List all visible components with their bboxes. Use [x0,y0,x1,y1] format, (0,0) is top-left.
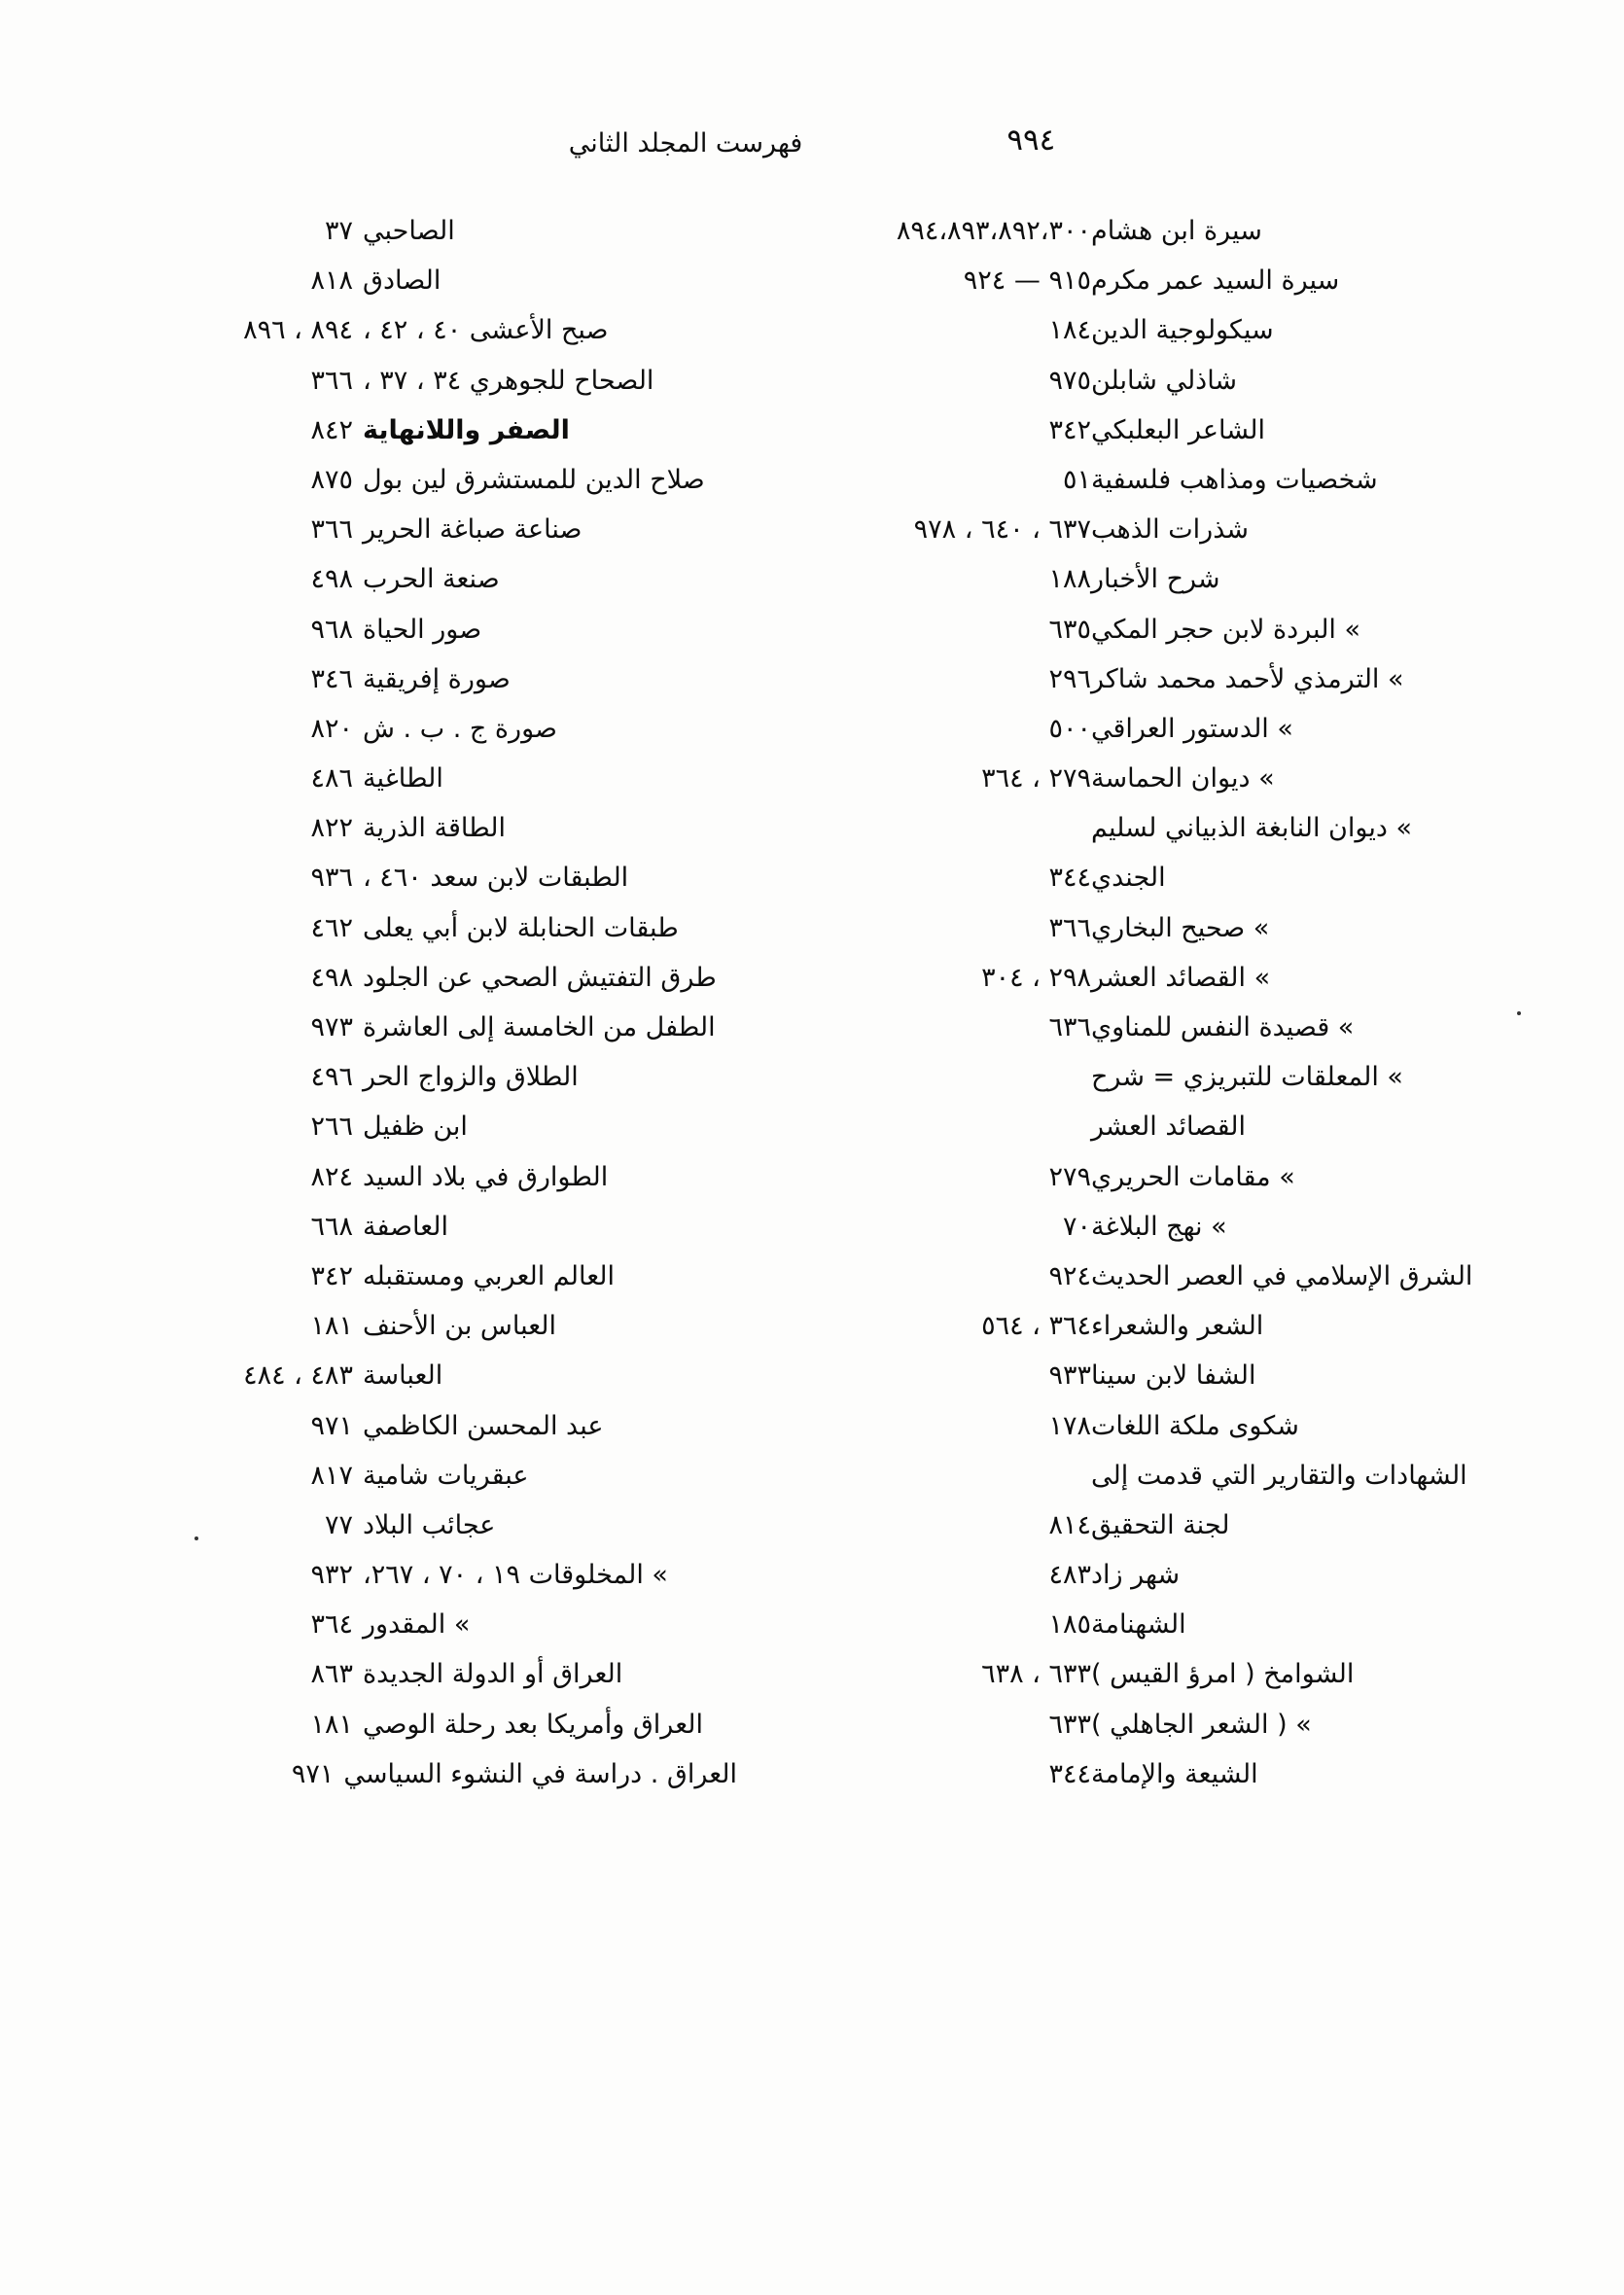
entry-pages: ١٨١ [310,1709,353,1740]
index-entry [887,1411,1480,1461]
entry-pages: ٥٠٠ [1048,713,1091,744]
page-title: فهرست المجلد الثاني [568,128,803,159]
entry-title: الصادق [363,265,441,297]
index-entry [887,863,1480,912]
index-entry [887,465,1480,514]
index-entry [144,615,737,664]
entry-title: الشرق الإسلامي في العصر الحديث [1091,1260,1473,1291]
index-entry [887,1162,1480,1212]
entry-title: العباس بن الأحنف [363,1311,557,1342]
entry-title: » المعلقات للتبريزي = شرح [1091,1062,1403,1093]
index-entry [887,315,1480,365]
page-header [0,124,1624,183]
entry-title: الصفر واللانهاية [363,414,570,445]
index-entry [887,1062,1480,1112]
entry-title: طبقات الحنابلة لابن أبي يعلى [363,912,679,943]
index-entry [887,216,1480,265]
index-entry [144,1560,737,1609]
entry-pages: ٨٤٢ [310,414,353,445]
entry-title: صورة إفريقية [363,663,511,694]
page-speck-icon [194,1536,198,1540]
entry-pages: ٥١ [1062,464,1091,495]
entry-pages: ٣٤٤ [1048,1758,1091,1789]
entry-pages: ١٧٨ [1048,1410,1091,1441]
entry-pages: ٢٩٦ [1048,663,1091,694]
index-entry [144,366,737,415]
index-column-right [887,216,1480,1809]
index-columns [144,216,1480,1809]
index-entry [887,1360,1480,1410]
entry-pages: ٤٨٦ [310,763,353,794]
entry-title: الشهادات والتقارير التي قدمت إلى [1091,1460,1467,1491]
entry-title: » المقدور [363,1609,471,1641]
entry-pages: ٨٧٥ [310,464,353,495]
index-entry [887,564,1480,614]
entry-pages: ٩٧٥ [1048,365,1091,396]
index-entry [144,1510,737,1560]
entry-title: صنعة الحرب [363,564,500,595]
page-speck-icon [1517,1011,1521,1015]
index-entry [887,1012,1480,1062]
entry-pages: ٦٦٨ [310,1211,353,1242]
entry-title: صناعة صباغة الحرير [363,514,583,546]
entry-title: الطلاق والزواج الحر [363,1062,579,1093]
entry-title: شكوى ملكة اللغات [1091,1410,1299,1441]
entry-title: ابن ظفيل [363,1112,468,1143]
index-entry [887,1261,1480,1311]
entry-pages: ٩١٥ — ٩٢٤ [963,265,1091,297]
entry-pages: ٩٧١ [310,1410,353,1441]
entry-pages: ٣٤٢ [1048,414,1091,445]
entry-title: القصائد العشر [1091,1112,1247,1143]
entry-title: العباسة [363,1360,443,1392]
entry-title: الجندي [1091,863,1166,894]
index-entry [144,1411,737,1461]
index-entry [144,1112,737,1161]
entry-pages: ٧٧ [324,1509,353,1540]
entry-title: الشوامخ ( امرؤ القيس ) [1091,1659,1355,1690]
entry-pages: ٨٢٢ [310,813,353,844]
entry-pages: ٩٧١ [291,1758,335,1789]
entry-title: » مقامات الحريري [1091,1161,1295,1192]
entry-title: شرح الأخبار [1091,564,1220,595]
index-entry [144,564,737,614]
entry-title: العراق أو الدولة الجديدة [363,1659,623,1690]
entry-pages: ٣٧ [324,216,353,246]
entry-pages: ٤٦٢ [310,912,353,943]
entry-title: » صحيح البخاري [1091,912,1270,943]
entry-title: عبقريات شامية [363,1460,529,1491]
page-number: ٩٩٤ [1006,123,1056,158]
entry-title: شاذلي شابلن [1091,365,1238,396]
entry-title: العراق وأمريكا بعد رحلة الوصي [363,1709,703,1740]
index-entry [887,963,1480,1012]
index-entry [144,714,737,763]
entry-title: الشعر والشعراء [1091,1311,1264,1342]
entry-title: صورة ج . ب . ش [363,713,557,744]
entry-title: صور الحياة [363,614,482,645]
entry-pages: ٣٤٤ [1048,863,1091,894]
entry-title: العالم العربي ومستقبله [363,1260,615,1291]
index-entry [887,913,1480,963]
entry-title: طرق التفتيش الصحي عن الجلود [363,962,717,993]
entry-pages: ٨١٤ [1048,1509,1091,1540]
entry-pages: ١٨٥ [1048,1609,1091,1641]
entry-title: الشيعة والإمامة [1091,1758,1258,1789]
entry-title: » ( الشعر الجاهلي ) [1091,1709,1312,1740]
entry-title: الطاغية [363,763,443,794]
index-entry [144,813,737,863]
index-entry [144,265,737,315]
index-entry [144,415,737,465]
entry-pages: ٦٣٥ [1048,614,1091,645]
entry-title: الطوارق في بلاد السيد [363,1161,609,1192]
entry-title: » الترمذي لأحمد محمد شاكر [1091,663,1404,694]
entry-pages: ٣٦٦ [310,365,353,396]
entry-title: شخصيات ومذاهب فلسفية [1091,464,1378,495]
index-entry [887,366,1480,415]
entry-title: » قصيدة النفس للمناوي [1091,1012,1355,1042]
entry-pages: ٣٦٤ [310,1609,353,1641]
index-entry [887,1212,1480,1261]
entry-title: سيرة ابن هشام [1091,216,1262,246]
entry-pages: ٨١٨ [310,265,353,297]
entry-pages: ٢٦٦ [310,1112,353,1143]
index-entry [887,514,1480,564]
index-entry [887,1112,1480,1161]
entry-pages: ٣٦٦ [310,514,353,546]
index-entry [144,664,737,714]
index-entry [887,615,1480,664]
index-entry [887,1659,1480,1709]
entry-pages: ٩٧٣ [310,1012,353,1042]
entry-title: » ديوان النابغة الذبياني لسليم [1091,813,1412,844]
index-entry [144,216,737,265]
entry-title: صلاح الدين للمستشرق لين بول [363,464,705,495]
index-entry [144,1659,737,1709]
index-entry [144,1162,737,1212]
index-entry [887,813,1480,863]
entry-pages: ٩٢٤ [1048,1260,1091,1291]
entry-title: » الدستور العراقي [1091,713,1293,744]
entry-pages: ٤٩٨ [310,962,353,993]
index-entry [144,1062,737,1112]
entry-title: لجنة التحقيق [1091,1509,1230,1540]
entry-title: الشفا لابن سينا [1091,1360,1256,1392]
entry-pages: ٣٦٤ ، ٥٦٤ [981,1311,1091,1342]
index-entry [887,1510,1480,1560]
index-entry [144,763,737,813]
index-entry [144,514,737,564]
index-column-left [144,216,737,1809]
entry-pages: ٨١٧ [310,1460,353,1491]
entry-title: عجائب البلاد [363,1509,496,1540]
entry-title: العراق . دراسة في النشوء السياسي [343,1758,737,1789]
entry-title: الطاقة الذرية [363,813,506,844]
entry-title: الشهنامة [1091,1609,1186,1641]
index-entry [144,1360,737,1410]
entry-pages: ٦٣٣ [1048,1709,1091,1740]
index-entry [887,763,1480,813]
index-entry [144,1609,737,1659]
entry-title: سيرة السيد عمر مكرم [1091,265,1340,297]
entry-title: سيكولوجية الدين [1091,315,1274,346]
entry-title: » البردة لابن حجر المكي [1091,614,1361,645]
index-entry [144,1012,737,1062]
entry-pages: ٦٣٦ [1048,1012,1091,1042]
index-entry [144,1311,737,1360]
index-entry [144,963,737,1012]
index-entry [887,1759,1480,1809]
entry-pages: ٦٣٣ ، ٦٣٨ [981,1659,1091,1690]
entry-title: » القصائد العشر [1091,962,1271,993]
entry-pages: ٢٧٩ [1048,1161,1091,1192]
entry-pages: ١٨٤ [1048,315,1091,346]
entry-title: الصحاح للجوهري ٣٤ ، ٣٧ ، [363,365,654,396]
entry-pages: ٨٦٣ [310,1659,353,1690]
entry-pages: ١٨١ [310,1311,353,1342]
index-entry [887,1311,1480,1360]
index-entry [887,1609,1480,1659]
index-entry [144,1212,737,1261]
index-entry [887,714,1480,763]
entry-title: شهر زاد [1091,1560,1181,1591]
entry-pages: ٩٣٢ [310,1560,353,1591]
entry-pages: ٤٨٣ ، ٤٨٤ [243,1360,353,1392]
index-entry [144,913,737,963]
index-entry [887,1710,1480,1759]
entry-title: » نهج البلاغة [1091,1211,1227,1242]
index-entry [887,664,1480,714]
entry-title: » المخلوقات ١٩ ، ٧٠ ، ٢٦٧، [363,1560,668,1591]
index-entry [144,1261,737,1311]
entry-pages: ٣٤٢ [310,1260,353,1291]
index-entry [887,1560,1480,1609]
entry-pages: ٩٣٣ [1048,1360,1091,1392]
index-entry [887,1461,1480,1510]
entry-pages: ٤٩٨ [310,564,353,595]
entry-pages: ٩٦٨ [310,614,353,645]
entry-pages: ٣٦٦ [1048,912,1091,943]
entry-pages: ٩٣٦ [310,863,353,894]
entry-title: العاصفة [363,1211,449,1242]
index-entry [887,415,1480,465]
index-entry [887,265,1480,315]
entry-pages: ٧٠ [1062,1211,1091,1242]
entry-pages: ٨٢٤ [310,1161,353,1192]
entry-pages: ٦٣٧ ، ٦٤٠ ، ٩٧٨ [913,514,1091,546]
entry-pages: ٢٩٨ ، ٣٠٤ [981,962,1091,993]
entry-pages: ٨٢٠ [310,713,353,744]
entry-title: الطفل من الخامسة إلى العاشرة [363,1012,716,1042]
entry-pages: ٨٩٤ ، ٨٩٦ [243,315,353,346]
entry-pages: ٢٧٩ ، ٣٦٤ [981,763,1091,794]
entry-pages: ٤٨٣ [1048,1560,1091,1591]
entry-pages: ١٨٨ [1048,564,1091,595]
index-entry [144,1461,737,1510]
entry-title: عبد المحسن الكاظمي [363,1410,604,1441]
index-entry [144,465,737,514]
entry-title: الشاعر البعلبكي [1091,414,1266,445]
entry-title: صبح الأعشى ٤٠ ، ٤٢ ، [363,315,609,346]
entry-pages: ٤٩٦ [310,1062,353,1093]
index-entry [144,1710,737,1759]
entry-pages: ٨٩٤،٨٩٣،٨٩٢،٣٠٠ [896,216,1091,246]
entry-pages: ٣٤٦ [310,663,353,694]
index-entry [144,863,737,912]
entry-title: الصاحبي [363,216,455,246]
entry-title: » ديوان الحماسة [1091,763,1275,794]
index-entry [144,315,737,365]
entry-title: الطبقات لابن سعد ٤٦٠ ، [363,863,629,894]
index-entry [144,1759,737,1809]
entry-title: شذرات الذهب [1091,514,1249,546]
